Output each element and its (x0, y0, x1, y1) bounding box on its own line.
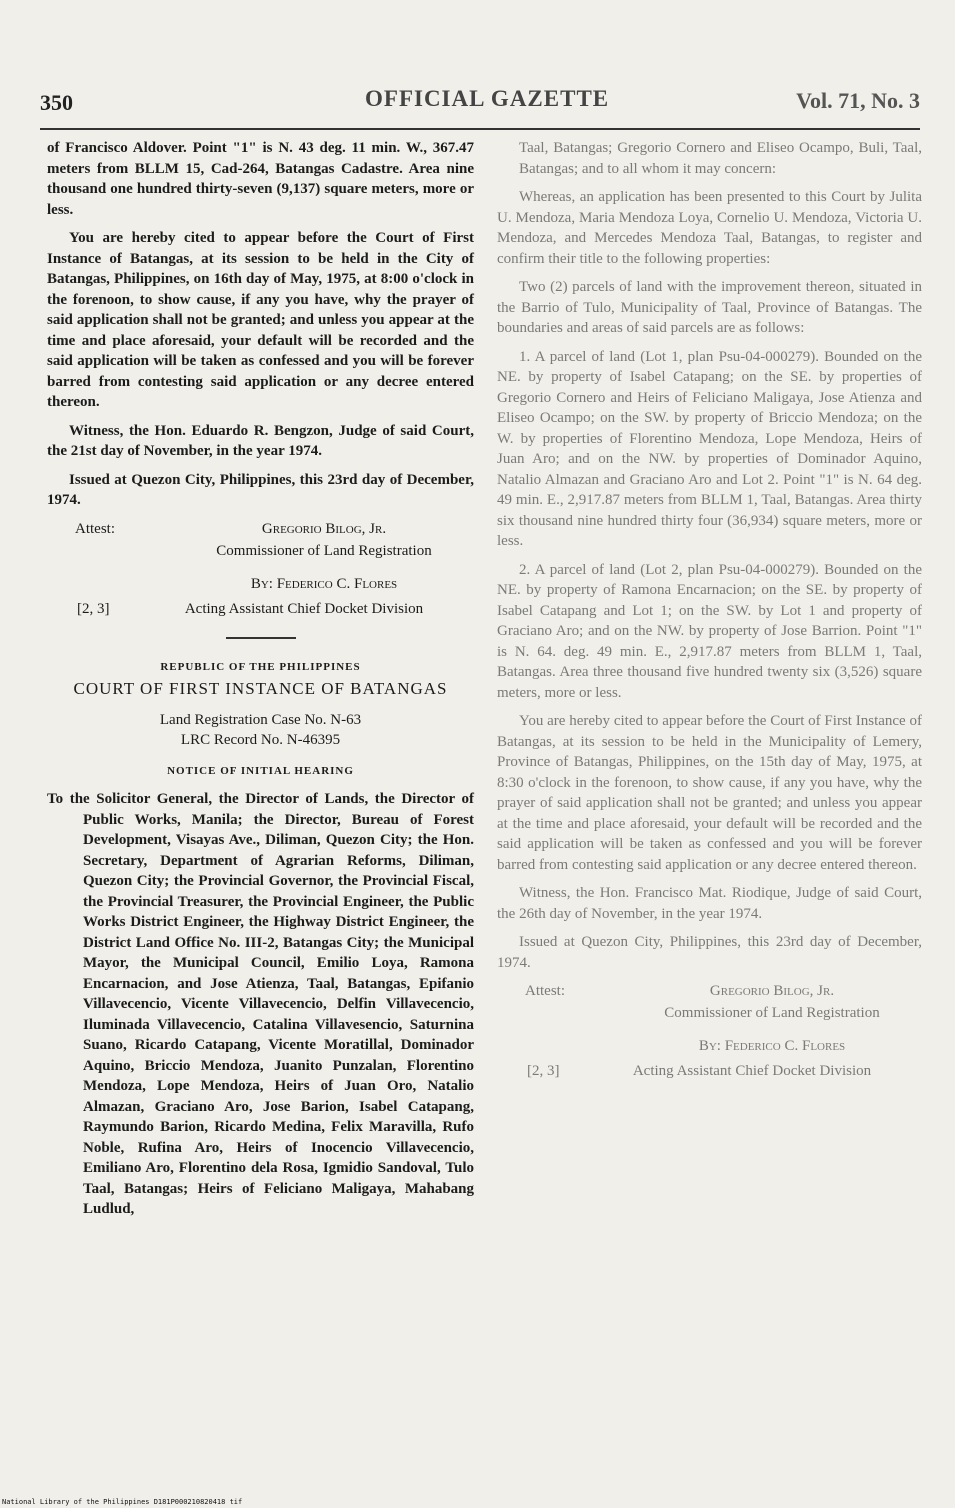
page-header (40, 82, 920, 122)
left-attest-block (47, 519, 474, 637)
attest-signer: Gregorio Bilog, Jr. (709, 983, 835, 999)
attest-role-2: Acting Assistant Chief Docket Division (632, 1063, 872, 1079)
attest-ref: [2, 3] (77, 600, 110, 617)
right-paragraph-7: Issued at Quezon City, Philippines, this 23rd day of December, 1974. (497, 934, 922, 971)
republic-heading: REPUBLIC OF THE PHILIPPINES (160, 660, 361, 673)
addressee-paragraph: To the Solicitor General, the Director of Lands, the Director of Public Works, Manila; the Director, Bureau of Forest Development, Visayas Ave., Diliman, Quezon City; the Hon. Secretary, Department of Agrarian Reforms, Diliman, Quezon City; the Provincial Governor, the Provincial Fiscal, the Provincial Treasurer, the Provincial Engineer, the Public Works District Engineer, the Highway District Engineer, the District Land Office No. III-2, Batangas City; the Municipal Mayor, the Municipal Council, Emilio Loya, Ramona Encarnacion, and Jose Atienza, Taal, Batangas, Epifanio Villavecencio, Vicente Villavecencio, Delfin Villavecencio, Iluminada Villavecencio, Catalina Villavesencio, Saturnina Suano, Ricardo Catapang, Vicente Moratillal, Dominador Aquino, Briccio Mendoza, Juanito Punzalan, Florentino Mendoza, Lope Mendoza, Heirs of Juan Oro, Natalio Almazan, Graciano Aro, Jose Barion, Isabel Catapang, Raymundo Barion, Ricardo Medina, Felix Maravilla, Rufo Noble, Rufina Aro, Heirs of Inocencio Villavecencio, Emiliano Aro, Florentino dela Rosa, Igmidio Sandoval, Tulo Taal, Batangas; Heirs of Feliciano Maligaya, Mahabang Ludlud, (47, 791, 474, 1217)
attest-label: Attest: (525, 983, 565, 999)
attest-ref: [2, 3] (527, 1063, 560, 1079)
right-paragraph-5: You are hereby cited to appear before the Court of First Instance of Batangas, at its session to be held in the Municipality of Lemery, Province of Batangas, Philippines, on the 15th day of May, 1975, at 8:30 o'clock in the forenoon, to show cause, if any you have, why the prayer of said application shall not be granted; and unless you appear at the time and place aforesaid, your default will be recorded and the said application will be taken as confessed and you will be forever barred from contesting said application or any decree entered thereon. (497, 713, 922, 873)
left-column (47, 138, 474, 1228)
right-paragraph-1: Whereas, an application has been presented to this Court by Julita U. Mendoza, Maria Mendoza Loya, Cornelio U. Mendoza, Victoria U. Mendoza, and Mercedes Mendoza Taal, Batangas, to register and confirm their title to the following properties: (497, 189, 922, 267)
publication-title: OFFICIAL GAZETTE (365, 86, 610, 111)
attest-role: Commissioner of Land Registration (664, 1005, 880, 1021)
right-paragraph-2: Two (2) parcels of land with the improvement thereon, situated in the Barrio of Tulo, Municipality of Taal, Province of Batangas. The boundaries and areas of said parcels are as follows: (497, 279, 922, 336)
right-paragraph-6: Witness, the Hon. Francisco Mat. Riodique, Judge of said Court, the 26th day of November, in the year 1974. (497, 885, 922, 922)
court-heading: COURT OF FIRST INSTANCE OF BATANGAS (73, 679, 448, 698)
left-paragraph-3: Witness, the Hon. Eduardo R. Bengzon, Judge of said Court, the 21st day of November, in the year 1974. (47, 422, 474, 459)
volume-issue: Vol. 71, No. 3 (796, 88, 920, 113)
attest-role: Commissioner of Land Registration (216, 542, 432, 559)
record-number: LRC Record No. N-46395 (180, 732, 341, 748)
header-rule (40, 128, 920, 130)
attest-role-2: Acting Assistant Chief Docket Division (184, 600, 424, 617)
left-paragraph-1: of Francisco Aldover. Point "1" is N. 43 deg. 11 min. W., 367.47 meters from BLLM 15, Cad-264, Batangas Cadastre. Area nine thousand one hundred thirty-seven (9,137) square meters, more or less. (47, 140, 474, 218)
right-paragraph-3: 1. A parcel of land (Lot 1, plan Psu-04-000279). Bounded on the NE. by property of Isabel Catapang; on the SE. by properties of Gregorio Cornero and Heirs of Feliciano Maligaya, Jose Atienza and Eliseo Ocampo; on the SW. by property of Briccio Mendoza; on the W. by properties of Florentino Mendoza, Lope Mendoza, Heirs of Juan Aro; and on the NW. by properties of Dominador Aquino, Natalio Almazan and Graciano Aro and Lot 2. Point "1" is N. 64 deg. 49 min. E., 2,917.87 meters from BLLM 1, Taal, Batangas. Area thirty six thousand nine hundred thirty four (36,934) square meters, more or less. (497, 348, 922, 549)
attest-by: By: Federico C. Flores (698, 1038, 846, 1054)
right-attest-block (497, 981, 922, 1099)
notice-heading: NOTICE OF INITIAL HEARING (167, 764, 354, 777)
right-paragraph-4: 2. A parcel of land (Lot 2, plan Psu-04-000279). Bounded on the NE. by property of Ramona Encarnacion; on the SE. by property of Isabel Catapang and Lot 1; on the SW. by Lot 1 and property of Graciano Aro; and on the NW. by property of Jose Barrion. Point "1" is N. 64. deg. 49 min. E., 2,917.87 meters from BLLM 1, Taal, Batangas. Area three thousand five hundred twenty six (3,526) square meters, more or less. (497, 561, 922, 701)
page-number: 350 (40, 90, 73, 115)
scan-footer: National Library of the Philippines D181P000210820418 tif (2, 1498, 243, 1506)
case-number: Land Registration Case No. N-63 (159, 711, 362, 728)
right-paragraph-0: Taal, Batangas; Gregorio Cornero and Eliseo Ocampo, Buli, Taal, Batangas; and to all whom it may concern: (519, 140, 922, 177)
right-column (497, 138, 922, 1099)
section-divider (226, 637, 296, 639)
left-paragraph-2: You are hereby cited to appear before the Court of First Instance of Batangas, at its session to be held in the City of Batangas, Philippines, on 16th day of May, 1975, at 8:00 o'clock in the forenoon, to show cause, if any you have, why the prayer of said application shall not be granted; and unless you appear at the time and place aforesaid, your default will be recorded and the said application will be taken as confessed and you will be forever barred from contesting said application or any decree entered thereon. (47, 230, 474, 410)
attest-label: Attest: (75, 520, 115, 537)
attest-by: By: Federico C. Flores (250, 575, 398, 592)
attest-signer: Gregorio Bilog, Jr. (261, 520, 387, 537)
left-paragraph-4: Issued at Quezon City, Philippines, this 23rd day of December, 1974. (47, 471, 474, 508)
